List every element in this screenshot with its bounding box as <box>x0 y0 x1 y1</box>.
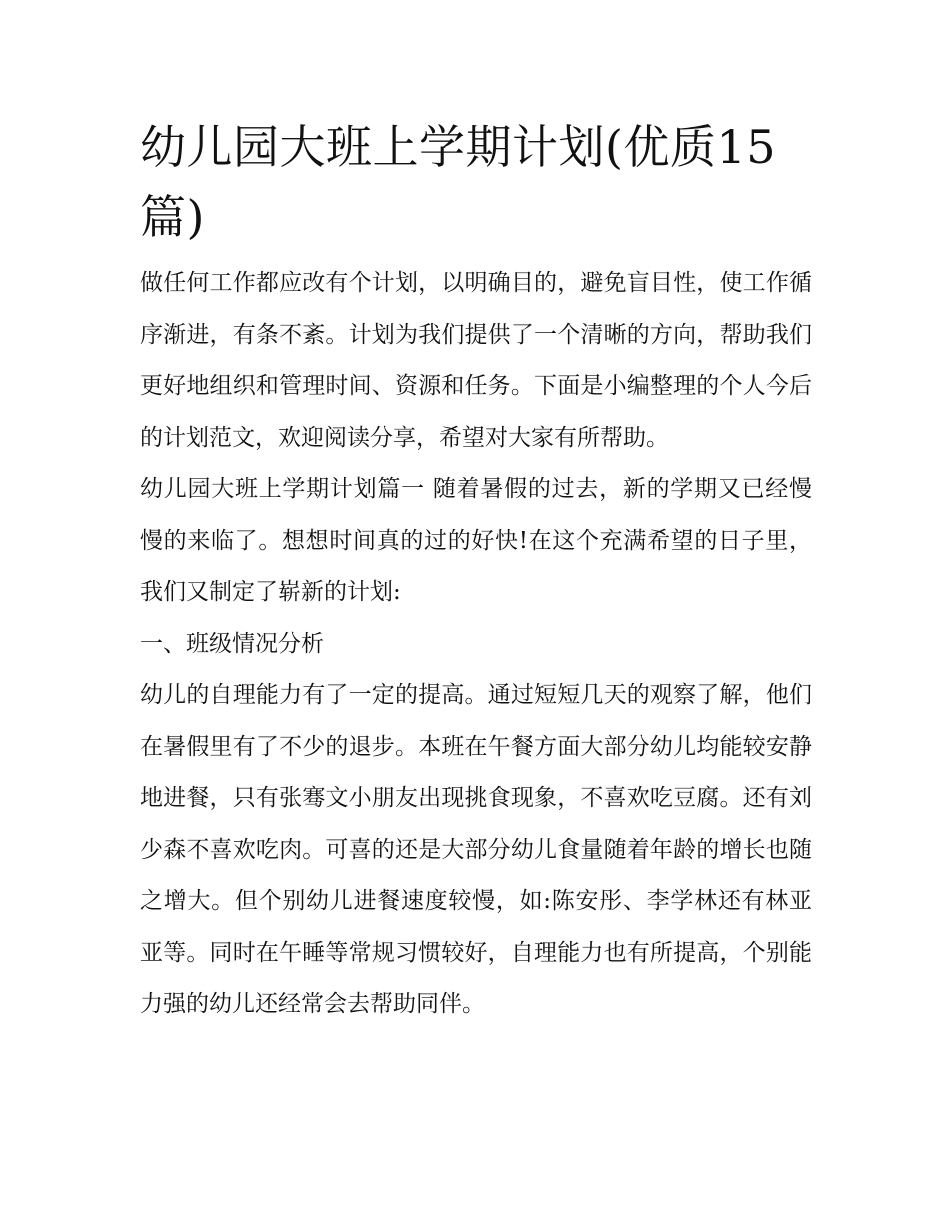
intro-paragraph: 做任何工作都应改有个计划，以明确目的，避免盲目性，使工作循序渐进，有条不紊。计划为我们提供了一个清晰的方向，帮助我们更好地组织和管理时间、资源和任务。下面是小编整理的个人今后的计划范文，欢迎阅读分享，希望对大家有所帮助。 <box>140 270 812 451</box>
section-heading: 一、班级情况分析 <box>140 630 324 657</box>
document-body <box>140 112 812 1031</box>
document-title: 幼儿园大班上学期计划(优质15篇) <box>140 120 776 244</box>
class-analysis-paragraph: 幼儿的自理能力有了一定的提高。通过短短几天的观察了解，他们在暑假里有了不少的退步。本班在午餐方面大部分幼儿均能较安静地进餐，只有张骞文小朋友出现挑食现象，不喜欢吃豆腐。还有刘少森不喜欢吃肉。可喜的还是大部分幼儿食量随着年龄的增长也随之增大。但个别幼儿进餐速度较慢，如:陈安彤、李学林还有林亚亚等。同时在午睡等常规习惯较好，自理能力也有所提高，个别能力强的幼儿还经常会去帮助同伴。 <box>140 682 812 1017</box>
section-one-intro-paragraph: 幼儿园大班上学期计划篇一 随着暑假的过去，新的学期又已经慢慢的来临了。想想时间真的过的好快!在这个充满希望的日子里，我们又制定了崭新的计划: <box>140 476 812 605</box>
